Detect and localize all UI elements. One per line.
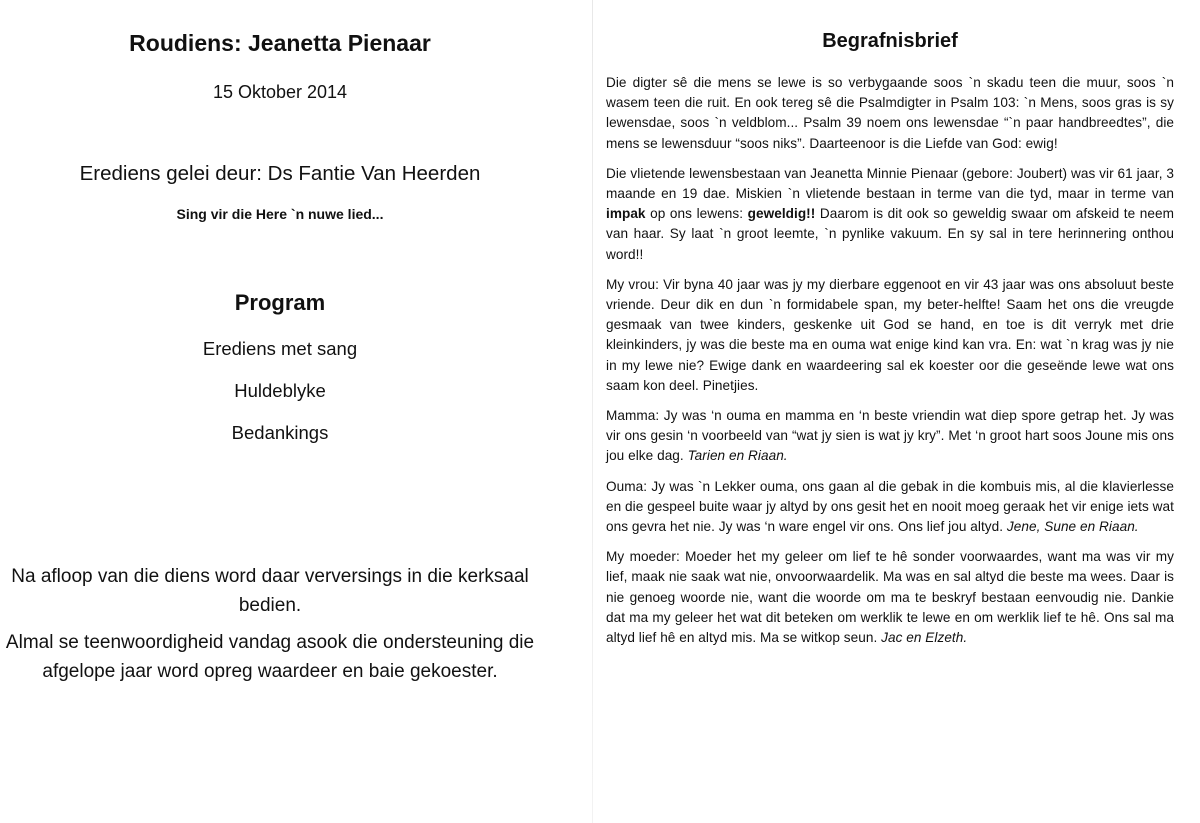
- son-tribute: My moeder: Moeder het my geleer om lief te hê sonder voorwaardes, want ma was vir my lief, maak nie saak wat nie, onvoorwaardelik. Ma was en sal altyd die beste ma wees. Daar is nie genoeg woorde nie, want die woorde om ma te beskryf bestaan eenvoudig nie. Dankie dat ma my geleer het wat dit beteken om werklik te lewe en om werklik lief te hê. Ons sal ma altyd lief hê en altyd mis. Ma se witkop seun. Jac en Elzeth.: [606, 549, 1174, 646]
- mother-tribute: Mamma: Jy was ‘n ouma en mamma en ‘n beste vriendin wat diep spore getrap het. Jy was vir ons gesin ‘n voorbeeld van “wat jy sien is wat jy kry”. Met ‘n groot hart soos Joune mis ons jou elke dag. Tarien en Riaan.: [606, 408, 1174, 464]
- program-item: Bedankings: [231, 422, 329, 443]
- signature: Tarien en Riaan.: [687, 448, 788, 464]
- service-date: 15 Oktober 2014: [212, 82, 348, 102]
- signature: Jene, Sune en Riaan.: [1006, 519, 1139, 535]
- program-list: [0, 338, 560, 464]
- wife-tribute: My vrou: Vir byna 40 jaar was jy my dierbare eggenoot en vir 43 jaar was ons absoluut beste vriende. Deur dik en dun `n formidabele span, my beter-helfte! Saam het ons die vreugde gesmaak van twee kinders, geskenke uit God se hand, en toe is dit verryk met drie kleinkinders, jy was die beste ma en ouma wat enige kind kan vra. En: wat `n krag was jy nie in my lewe nie? Ewige dank en waardeering sal ek koester oor die geseënde lewe wat ons saam kon deel. Pinetjies.: [606, 276, 1174, 393]
- emphasis-geweldig: geweldig!!: [747, 206, 816, 222]
- letter-title: Begrafnisbrief: [822, 30, 958, 52]
- left-panel: [0, 0, 560, 823]
- letter-body: [606, 73, 1174, 658]
- page-fold-divider: [592, 0, 593, 823]
- program-item: Erediens met sang: [202, 338, 358, 359]
- memorial-title: Roudiens: Jeanetta Pienaar: [129, 30, 431, 56]
- closing-notes: [0, 562, 560, 694]
- refreshments-note: Na afloop van die diens word daar verversings in die kerksaal bedien.: [11, 566, 529, 616]
- program-item: Huldeblyke: [234, 380, 326, 401]
- program-heading: Program: [234, 290, 326, 315]
- hymn-line: Sing vir die Here `n nuwe lied...: [176, 206, 384, 222]
- grandmother-tribute: Ouma: Jy was `n Lekker ouma, ons gaan al die gebak in die kombuis mis, al die klavierlesse en die gespeel buite waar jy altyd by ons gesit het en nooit moeg geraak het vir enige iets wat ons gevra het nie. Jy was ‘n ware engel vir ons. Ons lief jou altyd. Jene, Sune en Riaan.: [606, 478, 1174, 535]
- signature: Jac en Elzeth.: [881, 630, 968, 646]
- right-panel: [606, 0, 1174, 823]
- emphasis-impak: impak: [606, 206, 646, 222]
- life-paragraph: Die vlietende lewensbestaan van Jeanetta Minnie Pienaar (gebore: Joubert) was vir 61 jaar, 3 maande en 19 dae. Miskien `n vlietende bestaan in terme van die tyd, maar in terme van impak op ons lewens: geweldig!! Daarom is dit ook so geweldig swaar om afskeid te neem van haar. Sy laat `n groot leemte, `n pynlike vakuum. En sy sal in tere herinnering onthou word!!: [606, 165, 1174, 262]
- officiant-line: Erediens gelei deur: Ds Fantie Van Heerden: [79, 162, 481, 185]
- intro-paragraph: Die digter sê die mens se lewe is so verbygaande soos `n skadu teen die muur, soos `n wasem teen die ruit. En ook tereg sê die Psalmdigter in Psalm 103: `n Mens, soos gras is sy lewensdae, soos `n veldblom... Psalm 39 noem ons lewensdae “`n paar handbreedtes”, die mens se lewensduur “soos niks”. Daarteenoor is die Liefde van God: ewig!: [606, 75, 1174, 151]
- gratitude-note: Almal se teenwoordigheid vandag asook die ondersteuning die afgelope jaar word opreg waardeer en baie gekoester.: [5, 632, 535, 682]
